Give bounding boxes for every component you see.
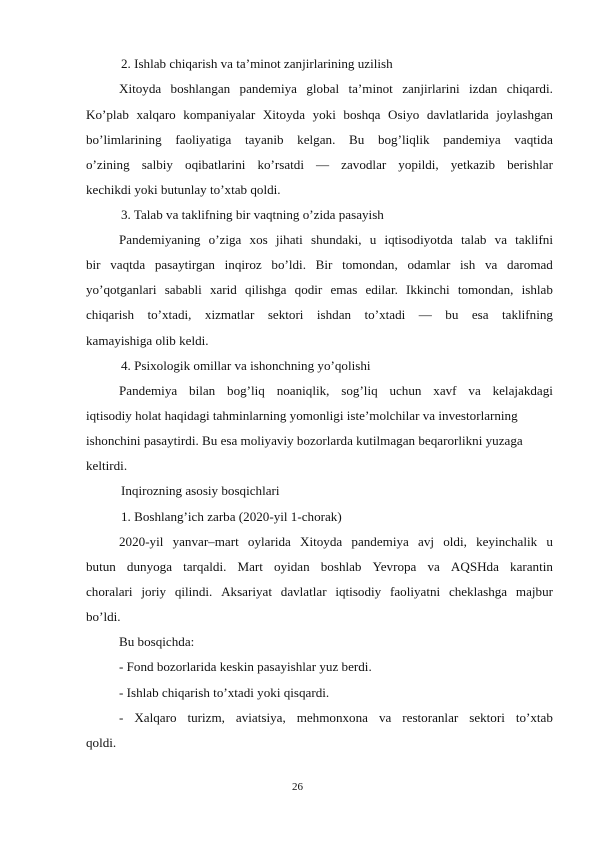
word: Mart [237,559,263,574]
word: taklifni [515,232,553,247]
word: uchun [389,383,422,398]
word: boshqa [343,107,381,122]
word: oyidan [274,559,310,574]
word: va [468,383,481,398]
word: choralari [86,584,133,599]
word: majbur [515,584,553,599]
word: turizm, [187,710,225,725]
word: — [316,157,330,172]
paragraph-line: ishonchini pasaytirdi. Bu esa moliyaviy bozorlarda kutilmagan beqarorlikni yuzaga [86,433,523,448]
paragraph-line [86,132,553,148]
section-heading: 3. Talab va taklifning bir vaqtning o’zida pasayish [121,207,384,222]
word: esa [471,307,489,322]
word: — [418,307,432,322]
word: iqtisodiy [335,584,382,599]
paragraph-line [86,107,553,123]
word: AQSHda [450,559,499,574]
word: joylashgan [496,107,553,122]
word: xarid [209,282,237,297]
word: Xitoyda [119,81,162,96]
word: inqiroz [224,257,262,272]
paragraph-line [86,282,553,298]
paragraph-line [119,383,553,399]
word: xavf [433,383,457,398]
word: bilan [189,383,216,398]
word: tarqaldi. [183,559,227,574]
word: jihati [275,232,303,247]
word: chiqarish [86,307,134,322]
word: davlatlarida [426,107,489,122]
word: davlatlar [280,584,327,599]
word: shundaki, [311,232,362,247]
word: bog’liq [227,383,265,398]
paragraph-line [119,534,553,550]
word: emas [330,282,358,297]
stage-heading: 1. Boshlang’ich zarba (2020-yil 1-chorak) [121,509,342,524]
word: bir [86,257,101,272]
paragraph-line: kechikdi yoki butunlay to’xtab qoldi. [86,182,281,197]
word: daromad [507,257,553,272]
word: va [485,257,498,272]
paragraph-line [86,307,553,323]
list-intro: Bu bosqichda: [119,634,195,649]
word: salbiy [141,157,173,172]
word: zavodlar [341,157,387,172]
word: yopildi, [398,157,439,172]
paragraph-line [86,559,553,575]
word: - [119,710,124,725]
paragraph-line [119,232,553,248]
word: iqtisodiyotda [384,232,453,247]
word: edilar. [365,282,398,297]
word: boshlab [320,559,362,574]
section-heading: 4. Psixologik omillar va ishonchning yo’qolishi [121,358,371,373]
list-item: - Ishlab chiqarish to’xtadi yoki qisqardi. [119,685,330,700]
word: zanjirlarini [402,81,460,96]
word: oldi, [443,534,467,549]
paragraph-line: iqtisodiy holat haqidagi tahminlarning yomonligi iste’molchilar va investorlarning [86,408,518,423]
word: tomondan, [342,257,398,272]
word: karantin [510,559,553,574]
word: restoranlar [402,710,459,725]
word: noaniqlik, [276,383,330,398]
word: Yevropa [372,559,417,574]
word: 2020-yil [119,534,164,549]
word: Pandemiya [119,383,178,398]
word: vaqtida [514,132,553,147]
word: avj [418,534,435,549]
word: faoliyatiga [175,132,232,147]
word: Aksariyat [221,584,272,599]
word: pandemiya [239,81,297,96]
word: Xitoyda [300,534,343,549]
word: oqibatlarini [185,157,246,172]
word: bu [445,307,459,322]
page-number: 26 [292,781,303,793]
word: izdan [469,81,498,96]
word: yo’qotganlari [86,282,157,297]
word: sektori [267,307,304,322]
word: chiqardi. [506,81,553,96]
word: ishdan [316,307,352,322]
word: xalqaro [136,107,176,122]
word: yanvar–mart [172,534,239,549]
word: tomondan, [457,282,514,297]
word: u [546,534,553,549]
word: dunyoga [126,559,173,574]
word: ish [460,257,476,272]
list-item: qoldi. [86,735,117,750]
word: to’xtadi, [147,307,192,322]
word: va [494,232,507,247]
word: o’ziga [208,232,242,247]
word: qilishga [245,282,287,297]
word: to’xtadi [364,307,406,322]
word: keyinchalik [476,534,538,549]
subtitle: Inqirozning asosiy bosqichlari [121,483,280,498]
word: ta’minot [348,81,393,96]
word: taklifning [502,307,553,322]
word: Ko’plab [86,107,129,122]
word: vaqtda [110,257,146,272]
word: global [306,81,340,96]
word: joriy [141,584,167,599]
word: pandemiya [443,132,501,147]
list-item: - Fond bozorlarida keskin pasayishlar yuz berdi. [119,659,372,674]
word: bo’limlarining [86,132,162,147]
word: va [427,559,440,574]
word: talab [461,232,487,247]
word: pasaytirgan [154,257,215,272]
word: Pandemiyaning [119,232,201,247]
paragraph-line [86,584,553,600]
paragraph-line: keltirdi. [86,458,128,473]
word: yetkazib [450,157,496,172]
word: sababli [164,282,202,297]
word: kelajakdagi [492,383,553,398]
word: xos [249,232,268,247]
word: butun [86,559,116,574]
word: odamlar [407,257,451,272]
word: Osiyo [388,107,420,122]
word: oylarida [247,534,291,549]
word: Bir [315,257,333,272]
word: bog’liqlik [377,132,430,147]
word: ko’rsatdi [257,157,304,172]
word: to’xtab [515,710,553,725]
paragraph-line: kamayishiga olib keldi. [86,333,209,348]
paragraph-line [86,257,553,273]
word: sog’liq [341,383,378,398]
word: yoki [312,107,336,122]
paragraph-line [119,81,553,97]
paragraph-line: bo’ldi. [86,609,121,624]
word: berishlar [507,157,553,172]
section-heading: 2. Ishlab chiqarish va ta’minot zanjirlarining uzilish [121,56,393,71]
word: u [369,232,377,247]
word: kelgan. [297,132,336,147]
word: va [378,710,392,725]
word: o’zining [86,157,130,172]
word: tayanib [244,132,284,147]
word: kompaniyalar [183,107,256,122]
paragraph-line [86,157,553,173]
word: Bu [349,132,365,147]
word: Xitoyda [262,107,306,122]
word: ishlab [521,282,553,297]
word: boshlangan [170,81,231,96]
list-item [119,710,553,726]
word: sektori [469,710,505,725]
word: xizmatlar [204,307,255,322]
word: faoliyatni [389,584,441,599]
word: qodir [294,282,323,297]
word: qilindi. [174,584,213,599]
word: mehmonxona [296,710,368,725]
word: Ikkinchi [406,282,450,297]
word: pandemiya [351,534,409,549]
word: cheklashga [448,584,508,599]
word: aviatsiya, [235,710,286,725]
word: bo’ldi. [271,257,306,272]
word: Xalqaro [134,710,177,725]
